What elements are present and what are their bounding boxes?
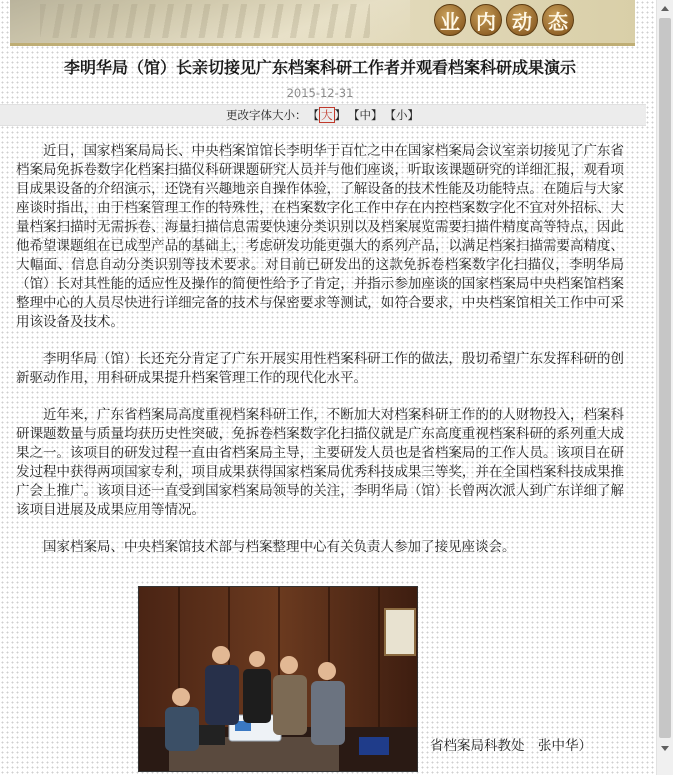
article-date: 2015-12-31 xyxy=(286,86,354,100)
banner-artwork xyxy=(10,0,410,46)
section-badge: 动 xyxy=(506,4,538,36)
meeting-photo-image xyxy=(139,587,418,772)
photo-caption: 省档案局科教处 张中华） xyxy=(430,738,592,754)
article-paragraph: 国家档案局、中央档案馆技术部与档案整理中心有关负责人参加了接见座谈会。 xyxy=(43,539,516,555)
article-paragraph: 近年来，广东省档案局高度重视档案科研工作，不断加大对档案科研工作的的人财物投入，档案科研课题数量与质量均获历史性突破，免拆卷档案数字化扫描仪就是广东高度重视档案科研的系列重大成果之一。该项目的研发过程一直由省档案局主导，主要研发人员也是省档案局的工作人员。该项目在研发过程中获得两项国家专利，项目成果获得国家档案局优秀科技成果三等奖，并在全国档案科技成果推广会上推广。该项目还一直受到国家档案局领导的关注，李明华局（馆）长曾两次派人到广东详细了解该项目进展及成果应用等情况。 xyxy=(16,407,624,518)
article-paragraph: 近日，国家档案局局长、中央档案馆馆长李明华于百忙之中在国家档案局会议室亲切接见了广东省档案局免拆卷数字化档案扫描仪科研课题研究人员并与他们座谈，听取该课题研究的详细汇报，观看项目成果设备的介绍演示，还饶有兴趣地亲自操作体验，了解设备的技术性能及功能特点。在随后与大家座谈时指出，由于档案管理工作的特殊性，在档案数字化工作中存在内控档案数字化不宜对外招标、大量档案扫描时无需拆卷、海量扫描信息需要快速分类识别以及档案展览需要扫描件精度高等特点，因此他希望课题组在已成型产品的基础上，考虑研发功能更强大的系列产品，以满足档案扫描需要高精度、大幅面、信息自动分类识别等技术要求。对目前已研发出的这款免拆卷档案数字化扫描仪，李明华局（馆）长对其性能的适应性及操作的简便性给予了肯定，并指示参加座谈的国家档案局中央档案馆档案整理中心的人员尽快进行详细完备的技术与保密要求等测试，如符合要求，中央档案馆相关工作中可采用该设备及技术。 xyxy=(16,143,624,330)
vertical-scrollbar[interactable] xyxy=(656,0,673,775)
meeting-photo xyxy=(138,586,418,772)
font-size-bar xyxy=(0,104,646,126)
font-size-large-button[interactable]: 【 大 】 xyxy=(307,108,346,122)
article-body xyxy=(16,142,624,575)
font-size-medium-button[interactable]: 【中】 xyxy=(348,108,383,122)
article-title: 李明华局（馆）长亲切接见广东档案科研工作者并观看档案科研成果演示 xyxy=(63,58,576,77)
section-badge: 内 xyxy=(470,4,502,36)
scrollbar-thumb[interactable] xyxy=(659,18,671,738)
font-size-label: 更改字体大小： xyxy=(226,108,307,122)
scroll-down-button[interactable] xyxy=(657,740,673,757)
chevron-up-icon xyxy=(661,6,669,11)
chevron-down-icon xyxy=(661,746,669,751)
section-badge: 态 xyxy=(542,4,574,36)
font-size-small-button[interactable]: 【小】 xyxy=(384,108,419,122)
section-badge: 业 xyxy=(434,4,466,36)
scroll-up-button[interactable] xyxy=(657,0,673,17)
section-badges xyxy=(434,4,574,36)
article-paragraph: 李明华局（馆）长还充分肯定了广东开展实用性档案科研工作的做法，殷切希望广东发挥科研的创新驱动作用，用科研成果提升档案管理工作的现代化水平。 xyxy=(16,351,624,386)
header-banner xyxy=(10,0,635,46)
